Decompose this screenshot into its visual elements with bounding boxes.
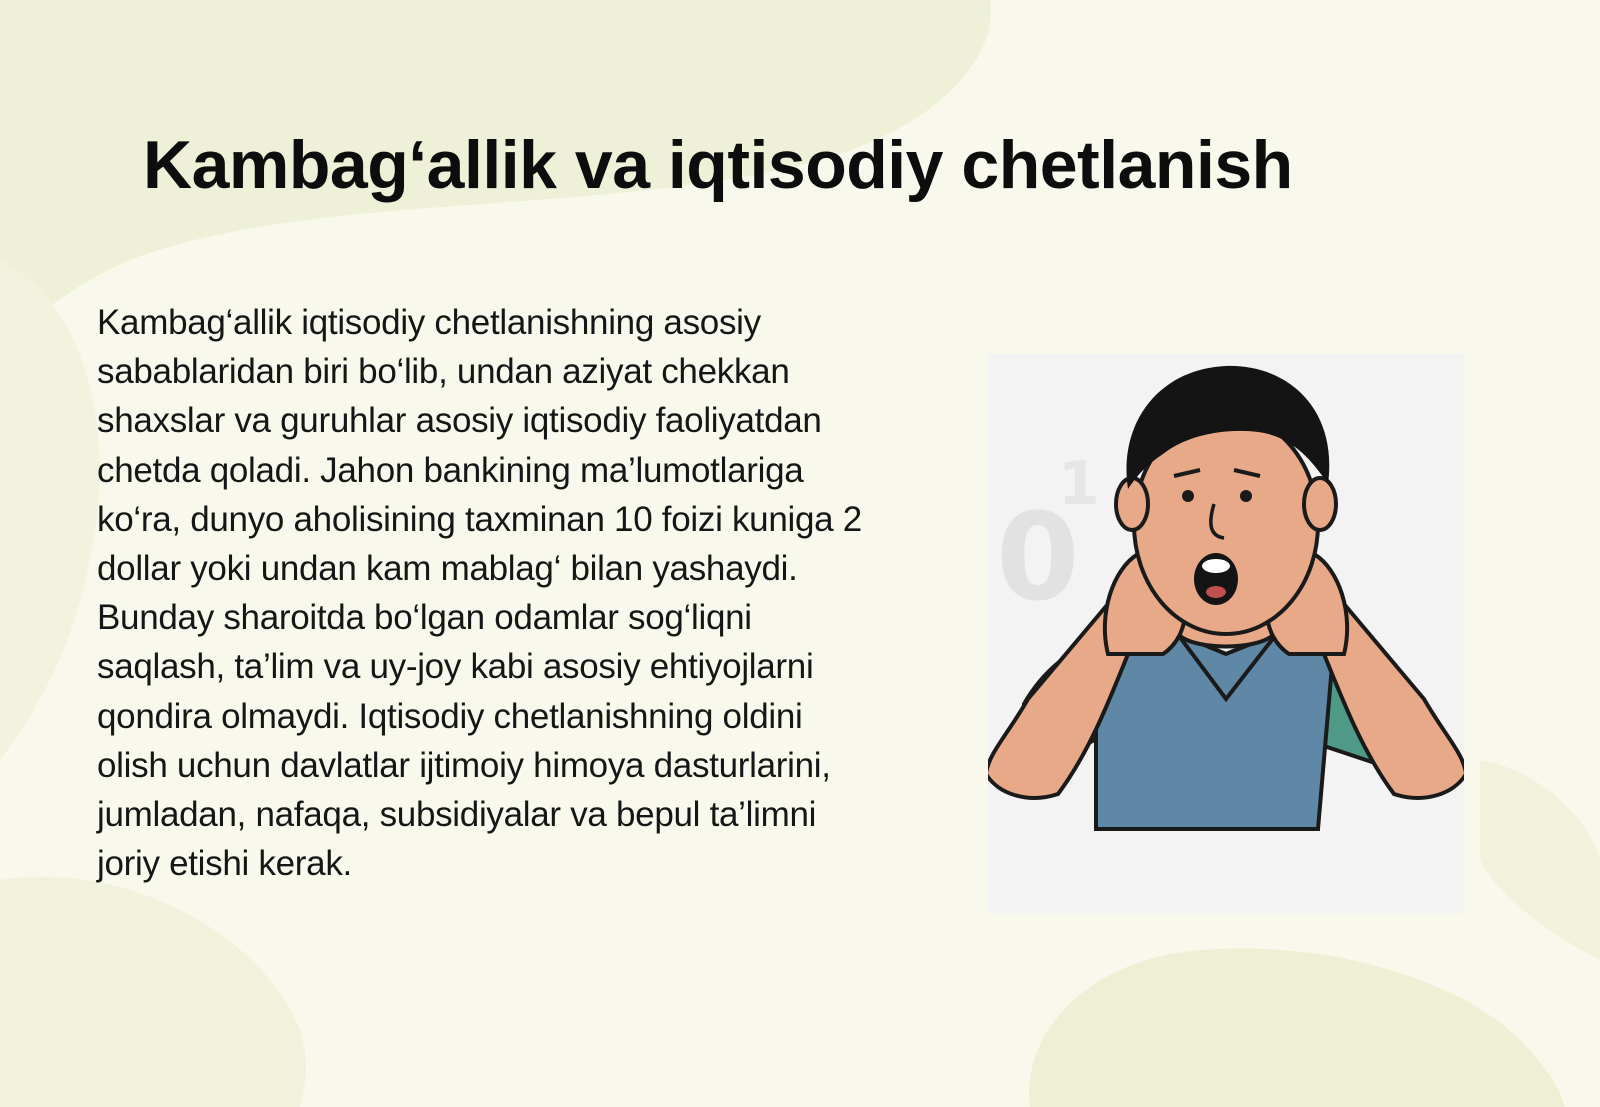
body-paragraph: Kambag‘allik iqtisodiy chetlanishning asosiy sabablaridan biri bo‘lib, undan aziyat chekkan shaxslar va guruhlar asosiy iqtisodiy faoliyatdan chetda qoladi. Jahon bankining ma’lumotlariga ko‘ra, dunyo aholisining taxminan 10 foizi kuniga 2 dollar yoki undan kam mablag‘ bilan yashaydi. Bunday sharoitda bo‘lgan odamlar sog‘liqni saqlash, ta’lim va uy-joy kabi asosiy ehtiyojlarni qondira olmaydi. Iqtisodiy chetlanishning oldini olish uchun davlatlar ijtimoiy himoya dasturlarini, jumladan, nafaqa, subsidiyalar va bepul ta’limni joriy etishi kerak. xyxy=(97,303,862,884)
shouting-boy-illustration xyxy=(988,354,1464,913)
svg-text:1: 1 xyxy=(1058,449,1100,519)
svg-text:0: 0 xyxy=(996,489,1080,628)
slide-title: Kambag‘allik va iqtisodiy chetlanish xyxy=(143,127,1293,203)
